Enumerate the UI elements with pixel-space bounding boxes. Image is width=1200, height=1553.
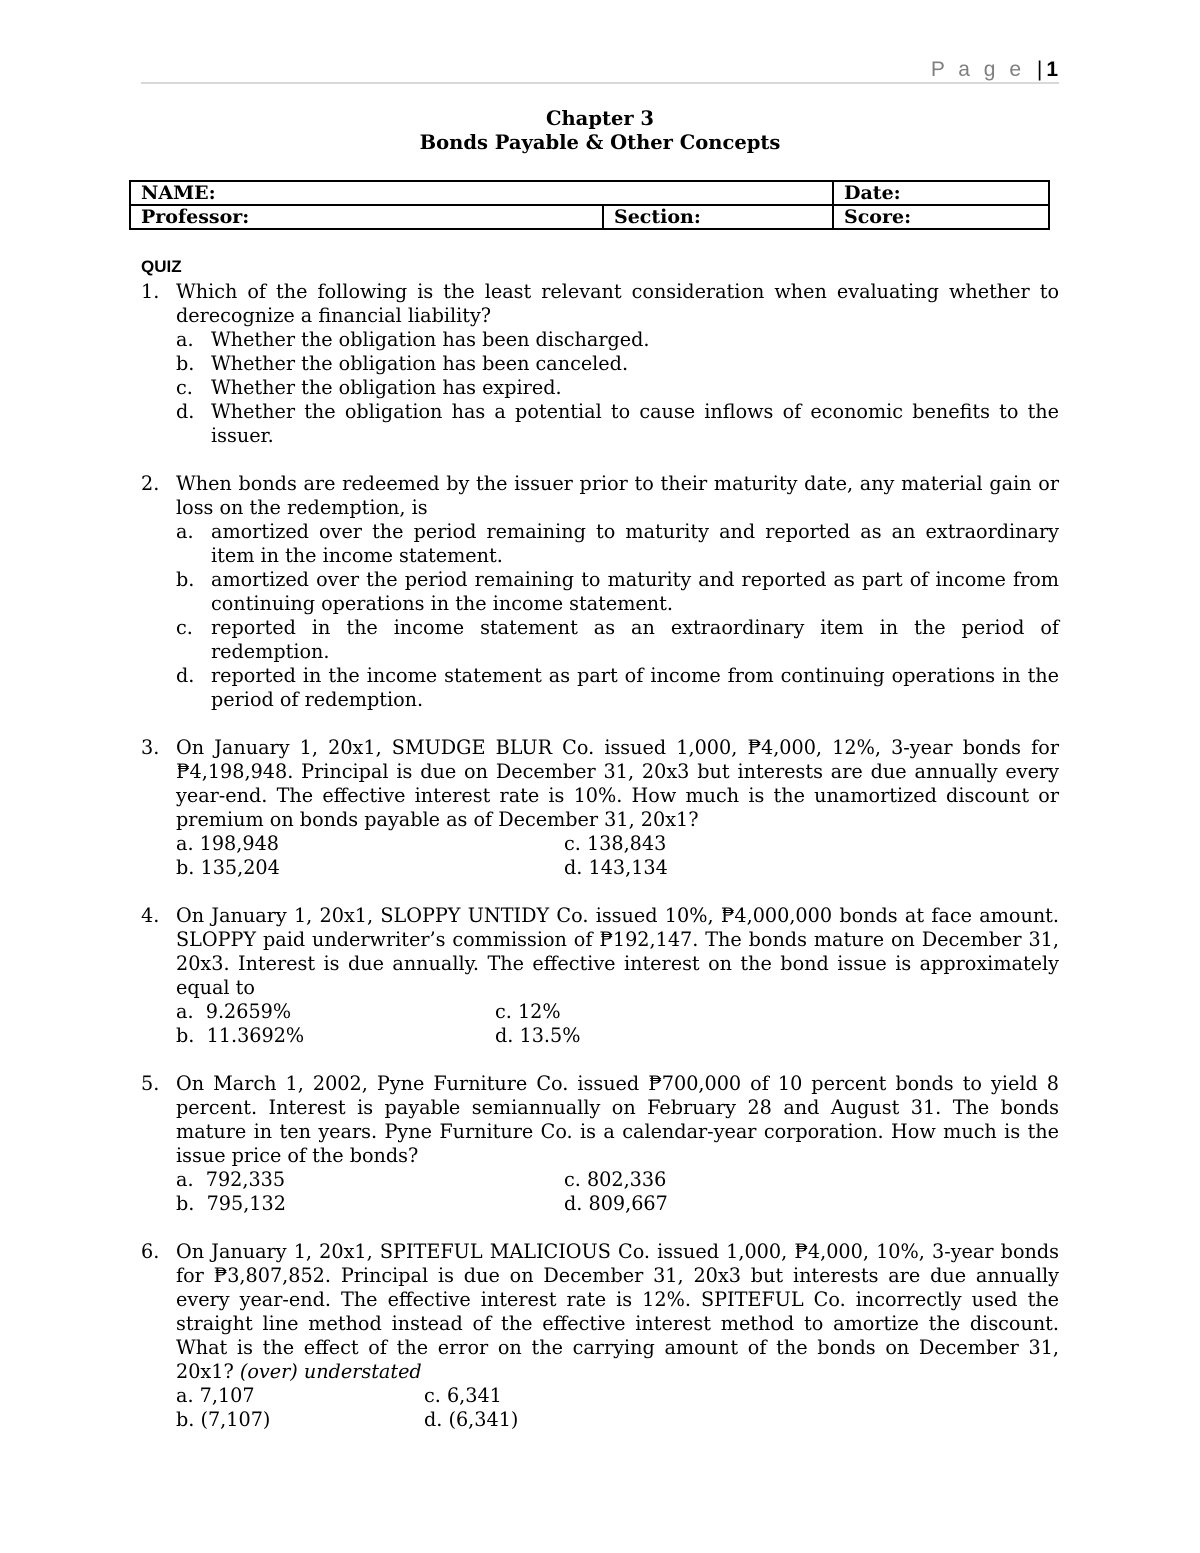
option-c: c. 138,843 [564, 832, 667, 855]
option-b: b. (7,107) [176, 1408, 271, 1431]
option-d [176, 400, 1059, 448]
option-letter: a. [176, 520, 194, 543]
option-letter: b. [176, 352, 195, 375]
name-field: NAME: [130, 181, 833, 205]
option-text: amortized over the period remaining to maturity and reported as part of income from continuing operations in the income statement. [211, 568, 1059, 615]
question-number: 2. [141, 472, 160, 495]
option-a: a. 9.2659% [176, 1000, 292, 1023]
option-d [176, 664, 1059, 712]
question-text: When bonds are redeemed by the issuer prior to their maturity date, any material gain or loss on the redemption, is [176, 472, 1059, 519]
option-letter: a. [176, 328, 194, 351]
page-number-header [931, 58, 1058, 82]
option-b: b. 795,132 [176, 1192, 286, 1215]
question-2 [141, 472, 1059, 712]
option-c [176, 376, 1059, 400]
question-number: 6. [141, 1240, 160, 1263]
option-text: Whether the obligation has been canceled. [211, 352, 629, 375]
chapter-title: Chapter 3 [545, 107, 654, 130]
option-b [176, 568, 1059, 616]
question-1 [141, 280, 1059, 448]
score-field: Score: [833, 205, 1049, 229]
page-separator: | [1036, 58, 1043, 81]
option-row [176, 1408, 1059, 1432]
option-row [176, 1192, 1059, 1216]
question-5 [141, 1072, 1059, 1216]
option-row [176, 1168, 1059, 1192]
student-info-table [129, 180, 1050, 230]
option-b: b. 135,204 [176, 856, 280, 879]
option-c: c. 6,341 [424, 1384, 502, 1407]
question-text: On January 1, 20x1, SPITEFUL MALICIOUS Co. issued 1,000, ₱4,000, 10%, 3-year bonds for ₱3,807,852. Principal is due on December 31, 20x3 but interests are due annually every year-end. The effective interest rate is 12%. SPITEFUL Co. incorrectly used the straight line method instead of the effective interest method to amortize the discount. What is the effect of the error on the carrying amount of the bonds on December 31, 20x1? [176, 1240, 1059, 1383]
option-text: reported in the income statement as an extraordinary item in the period of redemption. [211, 616, 1059, 663]
question-number: 5. [141, 1072, 160, 1095]
quiz-heading: QUIZ [141, 257, 182, 276]
question-number: 4. [141, 904, 160, 927]
question-text-wrap [176, 1240, 1059, 1384]
date-field: Date: [833, 181, 1049, 205]
option-text: Whether the obligation has been discharged. [211, 328, 650, 351]
question-list [141, 280, 1059, 1456]
question-number: 1. [141, 280, 160, 303]
page-word: P a g e [930, 58, 1025, 81]
option-letter: b. [176, 568, 195, 591]
option-text: reported in the income statement as part of income from continuing operations in the period of redemption. [211, 664, 1059, 711]
option-row [176, 1024, 1059, 1048]
option-d: d. 13.5% [495, 1024, 581, 1047]
question-text: Which of the following is the least relevant consideration when evaluating whether to derecognize a financial liability? [176, 280, 1059, 327]
question-6 [141, 1240, 1059, 1432]
italic-note: (over) understated [239, 1360, 422, 1383]
option-d: d. 143,134 [564, 856, 668, 879]
option-a: a. 198,948 [176, 832, 279, 855]
option-row [176, 832, 1059, 856]
option-a: a. 7,107 [176, 1384, 255, 1407]
option-b [176, 352, 1059, 376]
section-field: Section: [603, 205, 833, 229]
option-b: b. 11.3692% [176, 1024, 305, 1047]
question-4 [141, 904, 1059, 1048]
question-3 [141, 736, 1059, 880]
option-letter: d. [176, 400, 195, 423]
question-text: On March 1, 2002, Pyne Furniture Co. issued ₱700,000 of 10 percent bonds to yield 8 percent. Interest is payable semiannually on February 28 and August 31. The bonds mature in ten years. Pyne Furniture Co. is a calendar-year corporation. How much is the issue price of the bonds? [176, 1072, 1059, 1167]
page-number: 1 [1046, 58, 1058, 81]
header-rule [141, 82, 1059, 84]
option-row [176, 1000, 1059, 1024]
option-d: d. (6,341) [424, 1408, 519, 1431]
question-text: On January 1, 20x1, SLOPPY UNTIDY Co. issued 10%, ₱4,000,000 bonds at face amount. SLOPPY paid underwriter’s commission of ₱192,147. The bonds mature on December 31, 20x3. Interest is due annually. The effective interest on the bond issue is approximately equal to [176, 904, 1059, 999]
option-a: a. 792,335 [176, 1168, 286, 1191]
option-c: c. 802,336 [564, 1168, 667, 1191]
chapter-subtitle: Bonds Payable & Other Concepts [419, 131, 781, 154]
option-letter: c. [176, 616, 193, 639]
option-letter: d. [176, 664, 195, 687]
option-text: Whether the obligation has expired. [211, 376, 562, 399]
option-a [176, 520, 1059, 568]
option-text: Whether the obligation has a potential to cause inflows of economic benefits to the issuer. [211, 400, 1059, 447]
option-d: d. 809,667 [564, 1192, 668, 1215]
professor-field: Professor: [130, 205, 603, 229]
option-row [176, 1384, 1059, 1408]
question-number: 3. [141, 736, 160, 759]
option-c: c. 12% [495, 1000, 561, 1023]
option-c [176, 616, 1059, 664]
option-a [176, 328, 1059, 352]
question-text: On January 1, 20x1, SMUDGE BLUR Co. issued 1,000, ₱4,000, 12%, 3-year bonds for ₱4,198,948. Principal is due on December 31, 20x3 but interests are due annually every year-end. The effective interest rate is 10%. How much is the unamortized discount or premium on bonds payable as of December 31, 20x1? [176, 736, 1059, 831]
option-row [176, 856, 1059, 880]
option-text: amortized over the period remaining to maturity and reported as an extraordinary item in the income statement. [211, 520, 1059, 567]
option-letter: c. [176, 376, 193, 399]
